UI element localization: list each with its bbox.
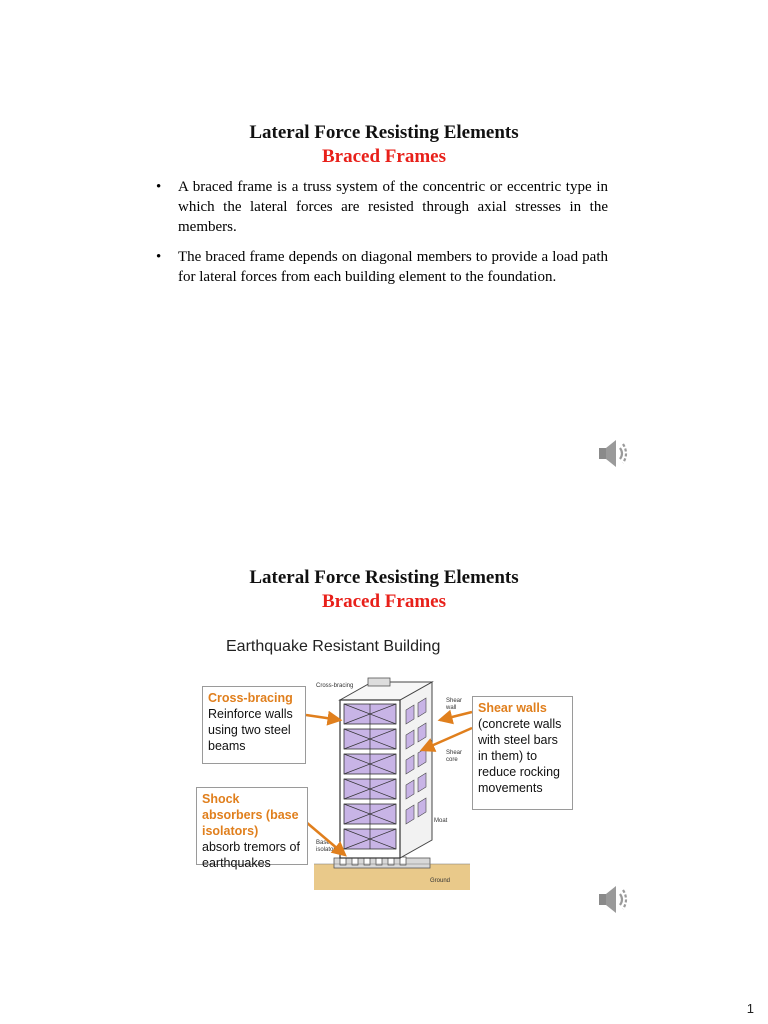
slide1-subtitle: Braced Frames xyxy=(322,146,446,167)
callout-body: Reinforce walls using two steel beams xyxy=(208,707,293,753)
callout-body: absorb tremors of earthquakes xyxy=(202,840,300,870)
label-cross-bracing: Cross-bracing xyxy=(316,683,354,689)
bullet-marker: • xyxy=(156,249,162,265)
speaker-icon[interactable] xyxy=(597,882,633,918)
label-shear-wall: Shear wall xyxy=(446,698,463,711)
callout-cross-bracing xyxy=(202,686,306,764)
page-number: 1 xyxy=(746,1001,754,1016)
slide1-title: Lateral Force Resisting Elements xyxy=(249,122,519,143)
bullet-marker: • xyxy=(156,179,162,195)
callout-shear-walls xyxy=(472,696,573,810)
callout-heading: Shock absorbers (base isolators) xyxy=(202,792,299,838)
label-moat: Moat xyxy=(434,818,448,824)
label-shear-core: Shear core xyxy=(446,750,463,763)
callout-heading: Cross-bracing xyxy=(208,691,293,705)
callout-shock-absorbers xyxy=(196,787,308,870)
slide2-subtitle: Braced Frames xyxy=(322,591,446,612)
callout-body: (concrete walls with steel bars in them) to reduce rocking movements xyxy=(478,717,562,795)
bullet-text: The braced frame depends on diagonal members to provide a load path for lateral forces from each building element to the foundation. xyxy=(178,249,608,285)
diagram-heading: Earthquake Resistant Building xyxy=(226,638,441,655)
slide2-title: Lateral Force Resisting Elements xyxy=(249,567,519,588)
bullet-text: A braced frame is a truss system of the concentric or eccentric type in which the lateral forces are resisted through axial stresses in the members. xyxy=(178,179,608,235)
callout-heading: Shear walls xyxy=(478,701,547,715)
label-base-isolator: Base isolator xyxy=(316,840,336,853)
label-ground: Ground xyxy=(430,878,451,884)
